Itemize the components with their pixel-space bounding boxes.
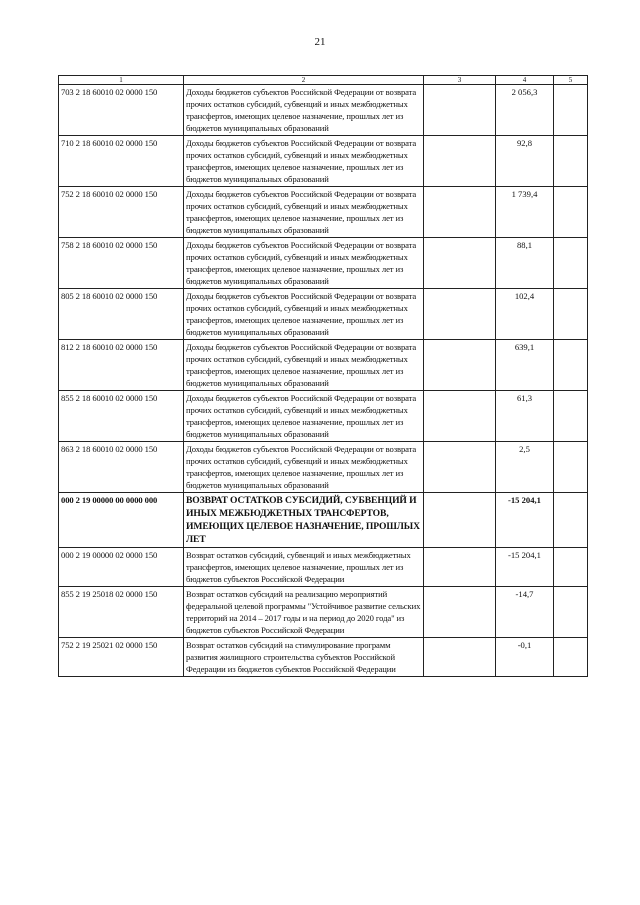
budget-code-cell: 863 2 18 60010 02 0000 150 [59,442,184,493]
column-5-cell [554,493,588,548]
budget-code-cell: 855 2 19 25018 02 0000 150 [59,587,184,638]
table-row [59,136,588,187]
column-3-cell [424,391,496,442]
column-3-cell [424,638,496,677]
description-cell: Возврат остатков субсидий на реализацию мероприятий федеральной целевой программы "Устойчивое развитие сельских территорий на 2014 – 2017 годы и на период до 2020 года" из бюджетов субъектов Российской Федерации [184,587,424,638]
column-5-cell [554,136,588,187]
column-header: 1 [59,76,184,85]
budget-code-cell: 000 2 19 00000 00 0000 000 [59,493,184,548]
column-3-cell [424,493,496,548]
column-3-cell [424,548,496,587]
column-3-cell [424,340,496,391]
column-header: 5 [554,76,588,85]
amount-cell: 88,1 [496,238,554,289]
description-cell: Доходы бюджетов субъектов Российской Федерации от возврата прочих остатков субсидий, субвенций и иных межбюджетных трансфертов, имеющих целевое назначение, прошлых лет из бюджетов муниципальных образований [184,187,424,238]
amount-cell: 2 056,3 [496,85,554,136]
table-row [59,289,588,340]
column-5-cell [554,187,588,238]
description-cell: Доходы бюджетов субъектов Российской Федерации от возврата прочих остатков субсидий, субвенций и иных межбюджетных трансфертов, имеющих целевое назначение, прошлых лет из бюджетов муниципальных образований [184,391,424,442]
budget-code-cell: 000 2 19 00000 02 0000 150 [59,548,184,587]
table-row [59,638,588,677]
column-3-cell [424,187,496,238]
column-5-cell [554,340,588,391]
amount-cell: 92,8 [496,136,554,187]
column-5-cell [554,289,588,340]
column-5-cell [554,638,588,677]
column-3-cell [424,289,496,340]
budget-code-cell: 703 2 18 60010 02 0000 150 [59,85,184,136]
column-3-cell [424,136,496,187]
table-header-row [59,76,588,85]
budget-code-cell: 855 2 18 60010 02 0000 150 [59,391,184,442]
description-cell: Возврат остатков субсидий на стимулирование программ развития жилищного строительства субъектов Российской Федерации из бюджетов субъектов Российской Федерации [184,638,424,677]
column-3-cell [424,442,496,493]
description-cell: Доходы бюджетов субъектов Российской Федерации от возврата прочих остатков субсидий, субвенций и иных межбюджетных трансфертов, имеющих целевое назначение, прошлых лет из бюджетов муниципальных образований [184,340,424,391]
column-5-cell [554,442,588,493]
table-row [59,442,588,493]
table-row [59,85,588,136]
budget-code-cell: 805 2 18 60010 02 0000 150 [59,289,184,340]
table-row [59,187,588,238]
amount-cell: 61,3 [496,391,554,442]
amount-cell: 639,1 [496,340,554,391]
column-5-cell [554,238,588,289]
column-header: 3 [424,76,496,85]
budget-code-cell: 812 2 18 60010 02 0000 150 [59,340,184,391]
amount-cell: 102,4 [496,289,554,340]
column-5-cell [554,548,588,587]
column-3-cell [424,587,496,638]
amount-cell: -14,7 [496,587,554,638]
column-header: 2 [184,76,424,85]
table-row [59,391,588,442]
description-cell: Доходы бюджетов субъектов Российской Федерации от возврата прочих остатков субсидий, субвенций и иных межбюджетных трансфертов, имеющих целевое назначение, прошлых лет из бюджетов муниципальных образований [184,85,424,136]
budget-code-cell: 752 2 19 25021 02 0000 150 [59,638,184,677]
table-row [59,587,588,638]
table-row [59,340,588,391]
description-cell: Доходы бюджетов субъектов Российской Федерации от возврата прочих остатков субсидий, субвенций и иных межбюджетных трансфертов, имеющих целевое назначение, прошлых лет из бюджетов муниципальных образований [184,136,424,187]
budget-table [58,75,588,677]
budget-code-cell: 758 2 18 60010 02 0000 150 [59,238,184,289]
table-row [59,493,588,548]
page-number: 21 [314,36,326,48]
table-row [59,548,588,587]
column-header: 4 [496,76,554,85]
description-cell: ВОЗВРАТ ОСТАТКОВ СУБСИДИЙ, СУБВЕНЦИЙ И ИНЫХ МЕЖБЮДЖЕТНЫХ ТРАНСФЕРТОВ, ИМЕЮЩИХ ЦЕЛЕВОЕ НАЗНАЧЕНИЕ, ПРОШЛЫХ ЛЕТ [184,493,424,548]
description-cell: Доходы бюджетов субъектов Российской Федерации от возврата прочих остатков субсидий, субвенций и иных межбюджетных трансфертов, имеющих целевое назначение, прошлых лет из бюджетов муниципальных образований [184,442,424,493]
description-cell: Возврат остатков субсидий, субвенций и иных межбюджетных трансфертов, имеющих целевое назначение, прошлых лет из бюджетов субъектов Российской Федерации [184,548,424,587]
table-row [59,238,588,289]
budget-code-cell: 752 2 18 60010 02 0000 150 [59,187,184,238]
amount-cell: -15 204,1 [496,548,554,587]
budget-code-cell: 710 2 18 60010 02 0000 150 [59,136,184,187]
description-cell: Доходы бюджетов субъектов Российской Федерации от возврата прочих остатков субсидий, субвенций и иных межбюджетных трансфертов, имеющих целевое назначение, прошлых лет из бюджетов муниципальных образований [184,289,424,340]
column-3-cell [424,238,496,289]
description-cell: Доходы бюджетов субъектов Российской Федерации от возврата прочих остатков субсидий, субвенций и иных межбюджетных трансфертов, имеющих целевое назначение, прошлых лет из бюджетов муниципальных образований [184,238,424,289]
amount-cell: -0,1 [496,638,554,677]
column-5-cell [554,85,588,136]
amount-cell: 1 739,4 [496,187,554,238]
amount-cell: -15 204,1 [496,493,554,548]
amount-cell: 2,5 [496,442,554,493]
column-5-cell [554,391,588,442]
column-5-cell [554,587,588,638]
column-3-cell [424,85,496,136]
